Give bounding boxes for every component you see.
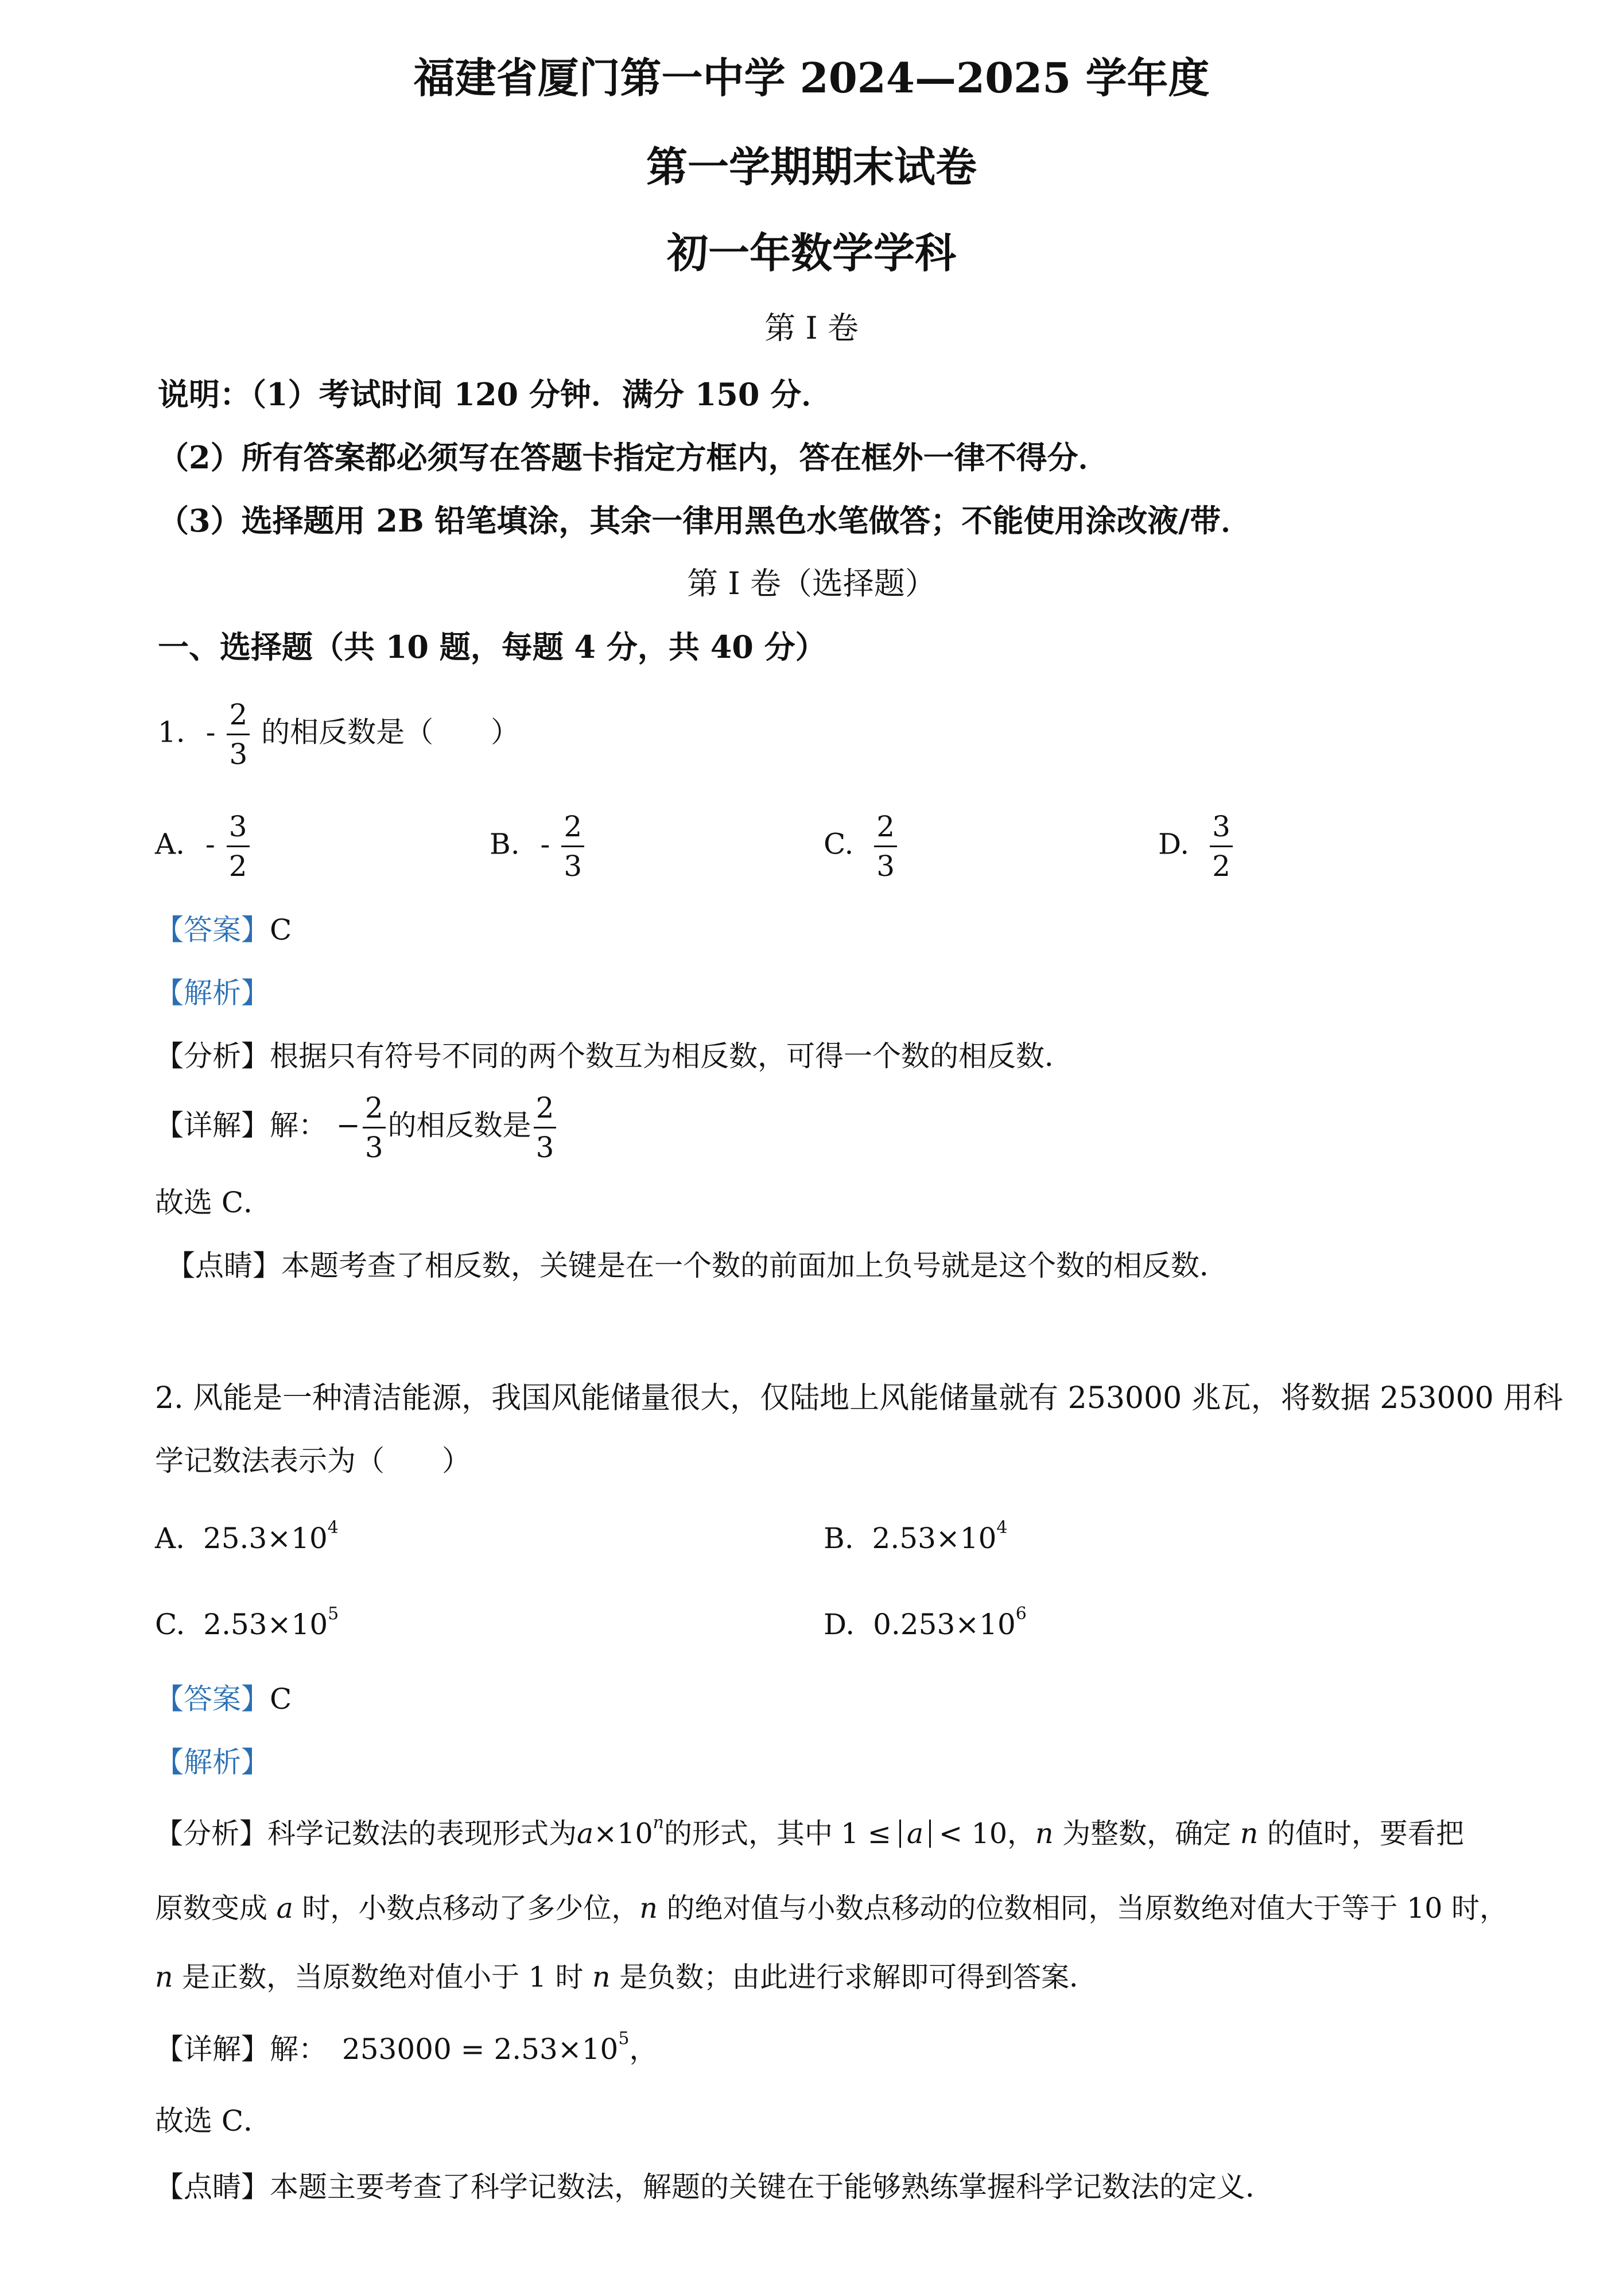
q1-analysis-tag: 【解析】: [155, 976, 270, 1010]
part-title: 第 I 卷（选择题）: [687, 565, 936, 602]
q2-option-d-base: 0.253×10: [873, 1608, 1016, 1641]
q1-fenxi-tag: 【分析】: [155, 1040, 270, 1073]
q1-option-d: [1158, 812, 1235, 881]
q2-detail-tail: ，: [629, 2033, 658, 2066]
instruction-line-2: （2）所有答案都必须写在答题卡指定方框内，答在框外一律不得分．: [158, 439, 1109, 476]
q1-detail-frac-1: [363, 1093, 386, 1162]
q1-option-b-label: B.: [490, 827, 520, 861]
q2-option-d-exp: 6: [1015, 1604, 1027, 1624]
q2-fenxi-pow-base: ×10: [593, 1817, 653, 1850]
q1-option-a-sign: -: [205, 827, 215, 861]
q2-option-b-base: 2.53×10: [872, 1522, 997, 1555]
q2-option-c: [155, 1604, 339, 1641]
q2-analysis-tag: 【解析】: [155, 1746, 270, 1779]
q2-option-b-label: B.: [824, 1522, 854, 1555]
q1-detail-num-1: 2: [364, 1091, 383, 1124]
q2-fenxi-n2: n: [1240, 1817, 1259, 1850]
q2-option-a: [155, 1518, 339, 1555]
q2-fenxi-l3-n1: n: [155, 1961, 173, 1994]
q2-fenxi-p4: 为整数，确定: [1053, 1817, 1240, 1850]
q2-fenxi-line-3: [155, 1961, 1098, 1994]
q1-answer-value: C: [270, 913, 292, 947]
title-line-2: 第一学期期末试卷: [646, 142, 977, 191]
q2-answer-tag: 【答案】: [155, 1682, 270, 1716]
q2-fenxi-line-2: [155, 1892, 1508, 1925]
q1-fenxi-text: 根据只有符号不同的两个数互为相反数，可得一个数的相反数．: [270, 1040, 1073, 1073]
q2-comment: [155, 2170, 1274, 2204]
q1-frac-num: 2: [229, 698, 248, 731]
q2-detail-tag: 【详解】: [155, 2033, 270, 2066]
q2-fenxi-l2-p2: 时，小数点移动了多少位，: [293, 1892, 640, 1925]
q1-option-c-label: C.: [824, 827, 854, 861]
q2-detail: [155, 2029, 658, 2066]
q1-number: 1.: [158, 715, 185, 749]
q2-comment-text: 本题主要考查了科学记数法，解题的关键在于能够熟练掌握科学记数法的定义．: [270, 2170, 1274, 2204]
q1-detail-sign: −: [336, 1108, 360, 1142]
q2-fenxi-p3: ，: [1007, 1817, 1036, 1850]
q2-option-c-base: 2.53×10: [203, 1608, 328, 1641]
q2-fenxi-l2-p3: 的绝对值与小数点移动的位数相同，当原数绝对值大于等于 10 时，: [657, 1892, 1508, 1925]
q2-option-a-base: 25.3×10: [203, 1522, 328, 1555]
q1-stem-rest: 的相反数是（ ）: [261, 715, 520, 749]
q1-stem: [158, 700, 519, 769]
q2-fenxi-l2-a: a: [276, 1892, 293, 1925]
q2-fenxi-p5: 的值时，要看把: [1258, 1817, 1464, 1850]
q2-detail-exp: 5: [618, 2029, 630, 2049]
q1-conclusion: 故选 C．: [155, 1186, 273, 1219]
section-title: 一、选择题（共 10 题，每题 4 分，共 40 分）: [158, 629, 826, 665]
q1-detail-tag: 【详解】: [155, 1108, 270, 1142]
q1-option-d-den: 2: [1212, 850, 1230, 883]
q1-comment-tag: 【点睛】: [166, 1249, 281, 1282]
volume-label: 第 I 卷: [764, 310, 859, 346]
q1-fraction: [227, 700, 250, 769]
q1-option-d-label: D.: [1158, 827, 1190, 861]
q1-option-d-num: 3: [1212, 810, 1230, 843]
q2-detail-lead: 解：: [270, 2033, 327, 2066]
instruction-line-3: （3）选择题用 2B 铅笔填涂，其余一律用黑色水笔做答；不能使用涂改液/带．: [158, 502, 1252, 539]
q2-fenxi-n1: n: [1035, 1817, 1054, 1850]
q2-option-c-exp: 5: [328, 1604, 339, 1624]
q1-fenxi: [155, 1042, 1073, 1071]
title-line-3: 初一年数学学科: [666, 228, 956, 277]
q1-option-a-num: 3: [228, 810, 247, 843]
q2-option-d: [824, 1604, 1027, 1641]
q2-fenxi-p2: 的形式，其中: [664, 1817, 833, 1850]
q1-detail: [155, 1093, 558, 1162]
q2-fenxi-p1: 科学记数法的表现形式为: [267, 1817, 577, 1850]
q1-answer: [155, 913, 292, 947]
q1-option-a-frac: [227, 812, 250, 881]
q2-option-c-label: C.: [155, 1608, 185, 1641]
q2-option-a-label: A.: [155, 1522, 185, 1555]
q2-comment-tag: 【点睛】: [155, 2170, 270, 2204]
q1-detail-den-1: 3: [364, 1131, 383, 1164]
q2-stem-line-2: 学记数法表示为（ ）: [155, 1444, 471, 1477]
q2-fenxi-l3-p2: 是负数；由此进行求解即可得到答案．: [610, 1961, 1098, 1994]
q2-fenxi-tag: 【分析】: [155, 1817, 268, 1850]
q2-option-a-exp: 4: [327, 1518, 339, 1538]
q2-answer-value: C: [270, 1682, 292, 1716]
q2-fenxi-l2-p1: 原数变成: [155, 1892, 277, 1925]
q1-option-c: [824, 812, 899, 881]
q1-detail-den-2: 3: [535, 1131, 554, 1164]
q1-option-c-den: 3: [876, 850, 895, 883]
q2-fenxi-pow-exp: n: [653, 1813, 664, 1833]
q1-option-a: [155, 812, 252, 881]
q2-fenxi-l3-p1: 是正数，当原数绝对值小于 1 时: [173, 1961, 593, 1994]
q1-option-c-num: 2: [876, 810, 895, 843]
q2-option-b-exp: 4: [996, 1518, 1008, 1538]
q2-fenxi-abs: a: [899, 1820, 931, 1848]
q1-option-b: [490, 812, 587, 881]
q1-sign: -: [205, 715, 216, 749]
q2-fenxi-line-1: [155, 1813, 1464, 1850]
q2-conclusion: 故选 C．: [155, 2104, 273, 2138]
q1-frac-den: 3: [229, 738, 248, 771]
q1-option-c-frac: [874, 812, 897, 881]
q2-option-b: [824, 1518, 1008, 1555]
q1-detail-num-2: 2: [535, 1091, 554, 1124]
title-line-1: 福建省厦门第一中学 2024—2025 学年度: [413, 53, 1210, 102]
q2-option-d-label: D.: [824, 1608, 855, 1641]
q1-option-b-num: 2: [564, 810, 583, 843]
q2-detail-eq: 253000 = 2.53×10: [341, 2033, 619, 2066]
q1-option-d-frac: [1210, 812, 1233, 881]
q1-detail-mid: 的相反数是: [387, 1108, 531, 1142]
q1-option-b-frac: [561, 812, 584, 881]
q2-fenxi-ineq-right: < 10: [939, 1817, 1008, 1850]
q1-comment-text: 本题考查了相反数，关键是在一个数的前面加上负号就是这个数的相反数．: [281, 1249, 1228, 1282]
q2-fenxi-l3-n2: n: [592, 1961, 611, 1994]
q2-fenxi-a: a: [577, 1817, 594, 1850]
instruction-line-1: 说明：（1）考试时间 120 分钟．满分 150 分．: [158, 376, 833, 413]
q2-stem-line-1: 2. 风能是一种清洁能源，我国风能储量很大，仅陆地上风能储量就有 253000 兆瓦，将数据 253000 用科: [155, 1381, 1563, 1415]
q2-fenxi-ineq-left: 1 ≤: [841, 1817, 891, 1850]
q2-answer: [155, 1682, 292, 1716]
q1-detail-lead: 解：: [270, 1108, 327, 1142]
q1-option-b-sign: -: [540, 827, 550, 861]
q1-option-a-den: 2: [228, 850, 247, 883]
q1-answer-tag: 【答案】: [155, 913, 270, 947]
q1-option-a-label: A.: [155, 827, 185, 861]
q1-option-b-den: 3: [564, 850, 583, 883]
q1-comment: [166, 1251, 1228, 1280]
q2-fenxi-l2-n: n: [639, 1892, 658, 1925]
q1-detail-frac-2: [534, 1093, 557, 1162]
